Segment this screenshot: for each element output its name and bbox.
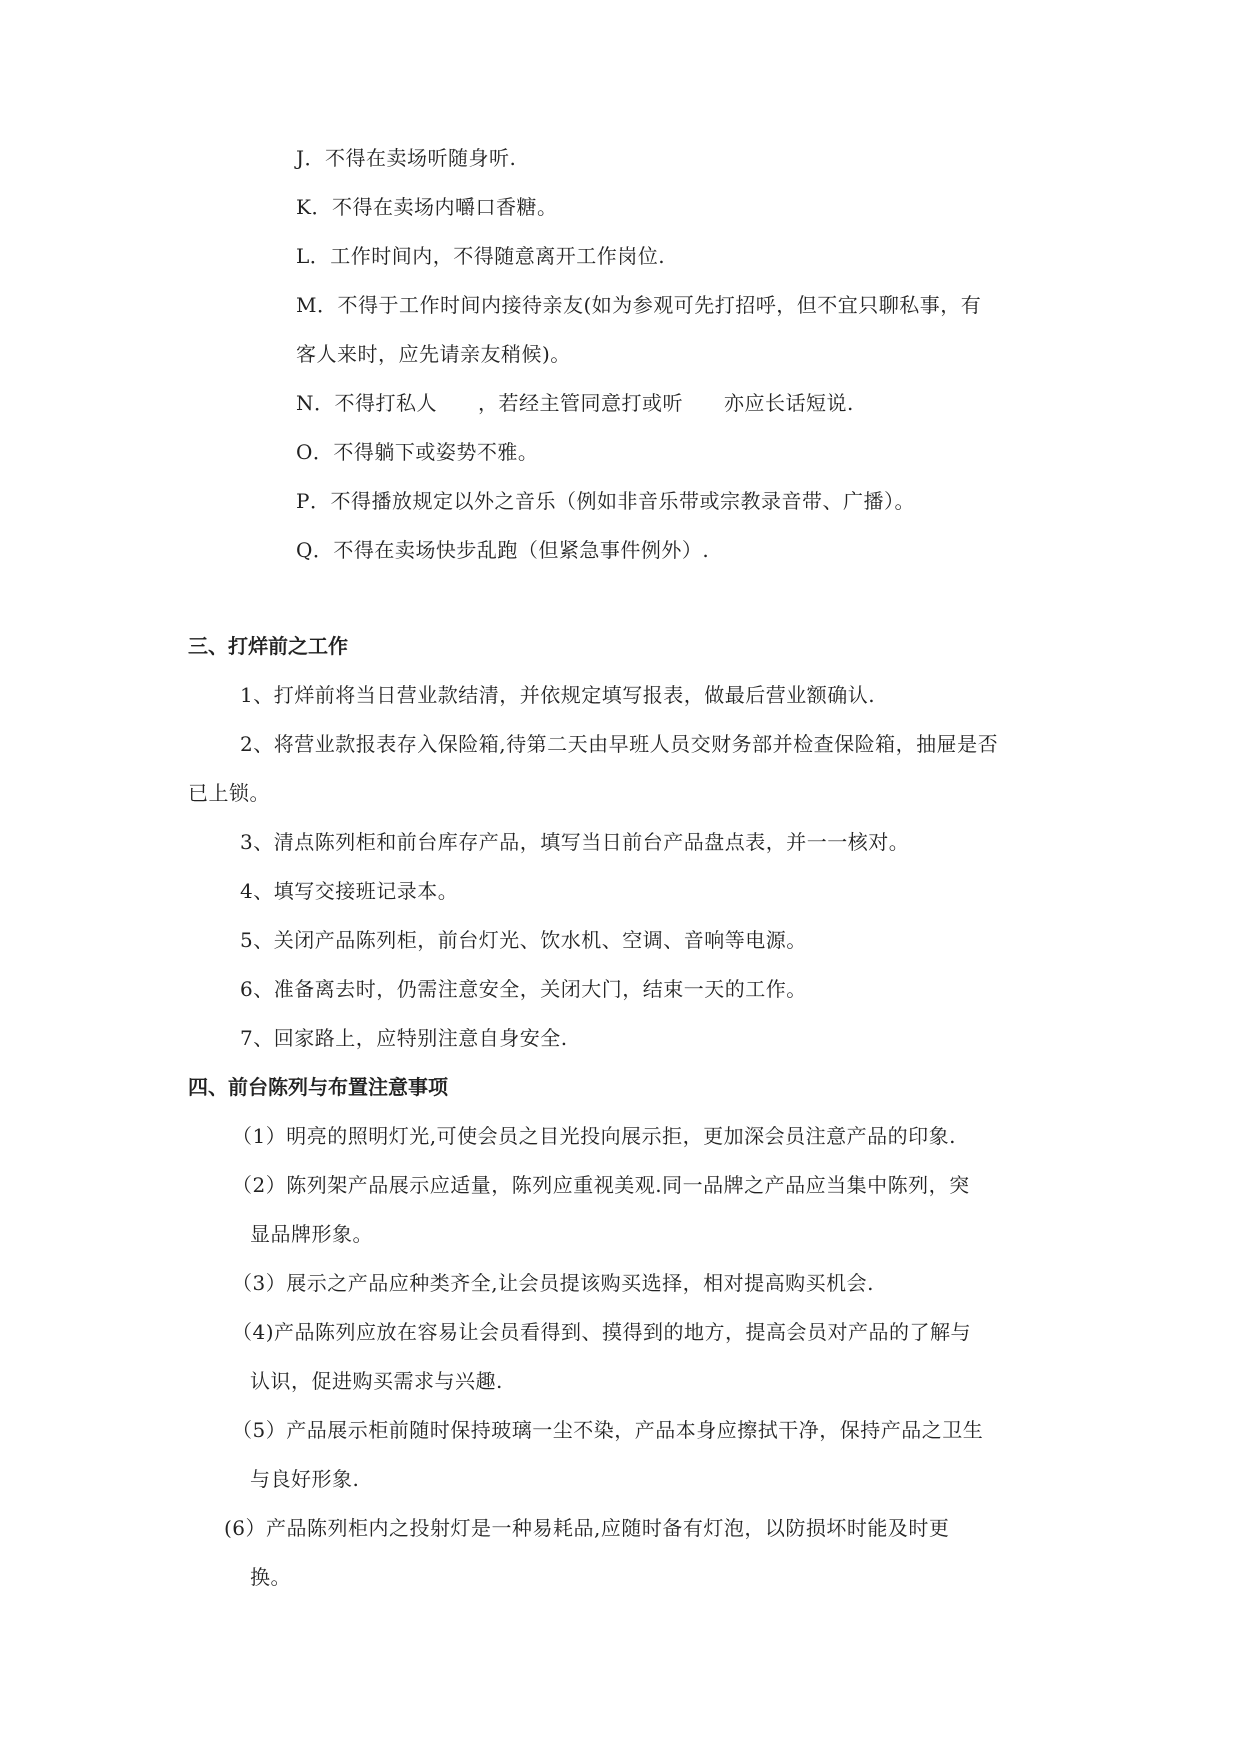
rule-item-p: P．不得播放规定以外之音乐（例如非音乐带或宗教录音带、广播）。 [296, 489, 915, 513]
section-3-item-3: 3、清点陈列柜和前台库存产品，填写当日前台产品盘点表，并一一核对。 [240, 830, 910, 854]
section-3-item-5: 5、关闭产品陈列柜，前台灯光、饮水机、空调、音响等电源。 [240, 928, 807, 952]
section-4-item-5: （5）产品展示柜前随时保持玻璃一尘不染，产品本身应擦拭干净，保持产品之卫生 [232, 1418, 984, 1442]
section-4-heading: 四、前台陈列与布置注意事项 [188, 1075, 448, 1099]
section-3-item-2: 2、将营业款报表存入保险箱,待第二天由早班人员交财务部并检查保险箱，抽屉是否 [240, 732, 999, 756]
rule-item-o: O．不得躺下或姿势不雅。 [296, 440, 539, 464]
rule-item-n: N．不得打私人 ，若经主管同意打或听 亦应长话短说. [296, 391, 854, 415]
section-4-item-6-cont: 换。 [250, 1565, 291, 1589]
rule-item-q: Q．不得在卖场快步乱跑（但紧急事件例外）. [296, 538, 710, 562]
section-3-item-2-cont: 已上锁。 [188, 781, 270, 805]
section-3-heading: 三、打烊前之工作 [188, 634, 348, 658]
rule-item-m: M．不得于工作时间内接待亲友(如为参观可先打招呼，但不宜只聊私事，有 [296, 293, 982, 317]
rule-item-k: K．不得在卖场内嚼口香糖。 [296, 195, 558, 219]
section-4-item-1: （1）明亮的照明灯光,可使会员之目光投向展示拒，更加深会员注意产品的印象. [232, 1124, 956, 1148]
section-3-item-6: 6、准备离去时，仍需注意安全，关闭大门，结束一天的工作。 [240, 977, 807, 1001]
section-4-item-6: (6）产品陈列柜内之投射灯是一种易耗品,应随时备有灯泡，以防损坏时能及时更 [224, 1516, 950, 1540]
rule-item-l: L．工作时间内，不得随意离开工作岗位. [296, 244, 666, 268]
rule-item-m-cont: 客人来时，应先请亲友稍候)。 [296, 342, 571, 366]
section-3-item-4: 4、填写交接班记录本。 [240, 879, 459, 903]
section-3-item-1: 1、打烊前将当日营业款结清，并依规定填写报表，做最后营业额确认. [240, 683, 876, 707]
section-3-item-7: 7、回家路上，应特别注意自身安全. [240, 1026, 568, 1050]
section-4-item-4: （4)产品陈列应放在容易让会员看得到、摸得到的地方，提高会员对产品的了解与 [232, 1320, 972, 1344]
section-4-item-2-cont: 显品牌形象。 [250, 1222, 373, 1246]
rule-item-j: J．不得在卖场听随身听. [296, 146, 517, 170]
section-4-item-2: （2）陈列架产品展示应适量，陈列应重视美观.同一品牌之产品应当集中陈列，突 [232, 1173, 970, 1197]
section-4-item-3: （3）展示之产品应种类齐全,让会员提该购买选择，相对提高购买机会. [232, 1271, 874, 1295]
section-4-item-4-cont: 认识，促进购买需求与兴趣. [250, 1369, 503, 1393]
section-4-item-5-cont: 与良好形象. [250, 1467, 360, 1491]
